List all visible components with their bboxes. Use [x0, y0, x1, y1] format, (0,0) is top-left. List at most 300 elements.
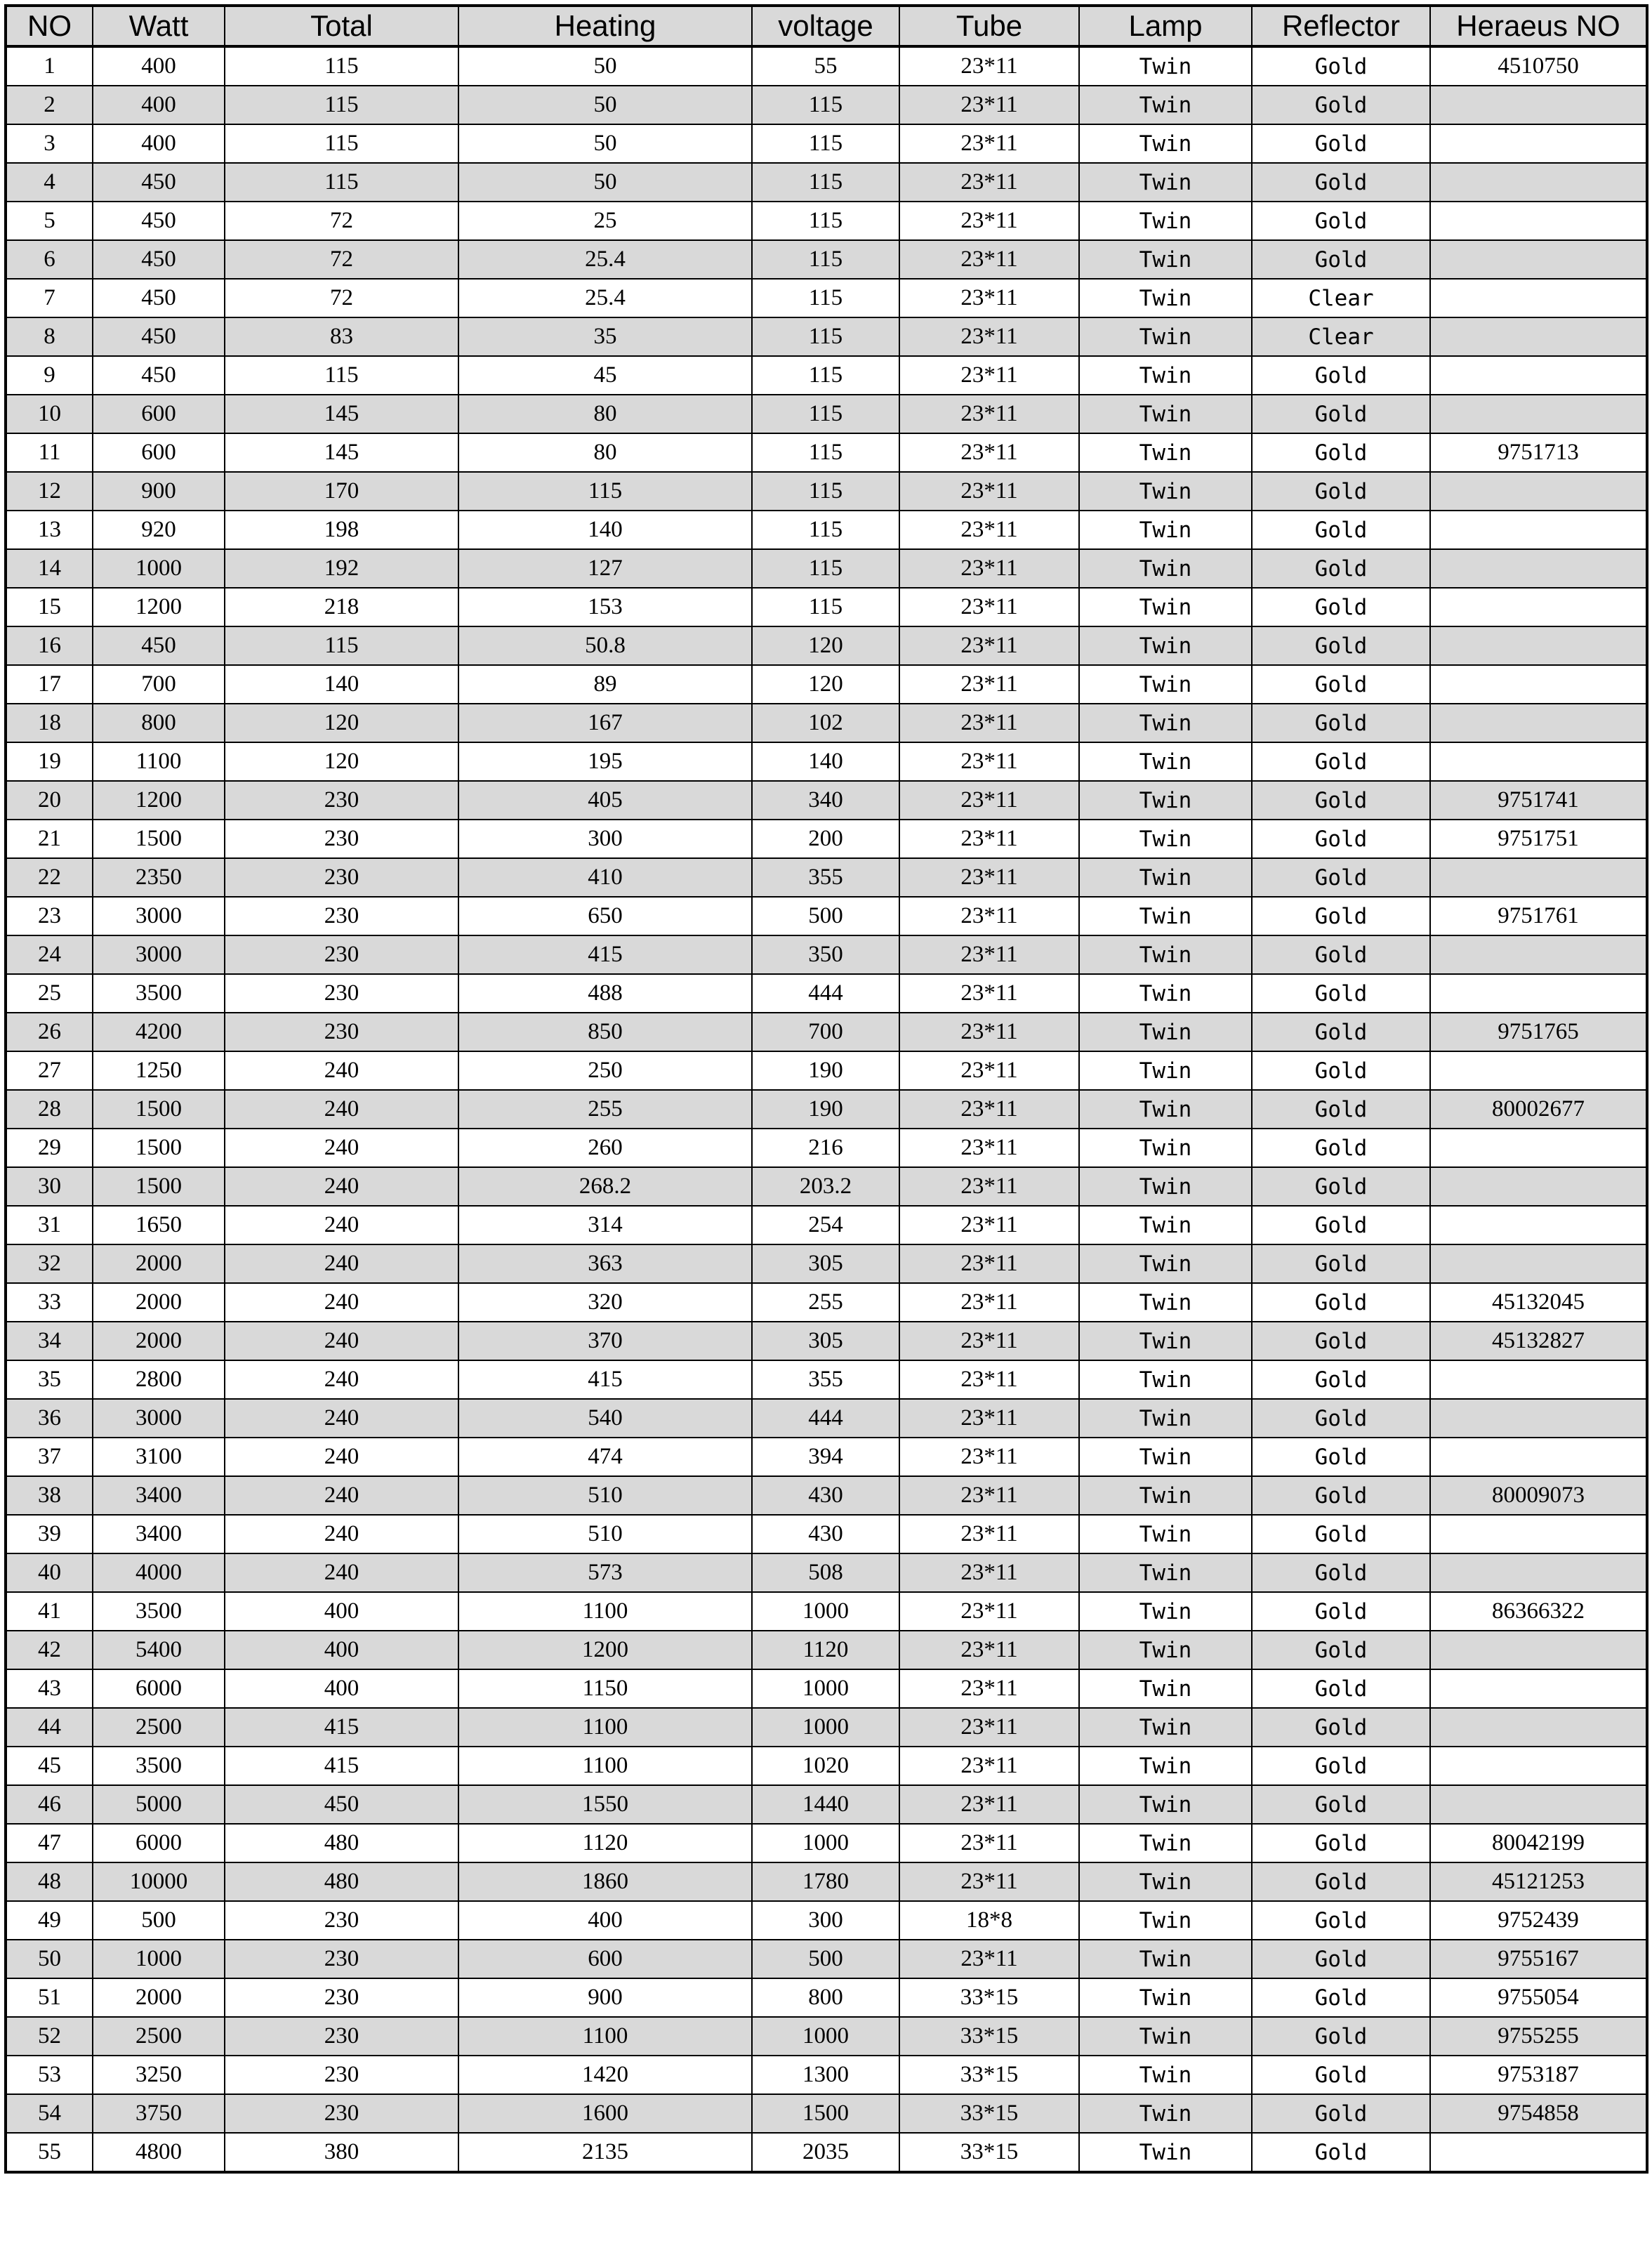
cell-watt: 600	[93, 433, 225, 472]
cell-total: 72	[225, 279, 458, 317]
cell-no: 22	[6, 858, 93, 897]
lamp-spec-table	[4, 4, 1648, 2174]
cell-tube: 23*11	[899, 1669, 1079, 1708]
cell-total: 170	[225, 472, 458, 511]
cell-lamp: Twin	[1079, 1129, 1252, 1167]
cell-reflector: Gold	[1252, 1515, 1430, 1553]
cell-no: 42	[6, 1631, 93, 1669]
cell-lamp: Twin	[1079, 2056, 1252, 2094]
table-row	[6, 1631, 1647, 1669]
table-row	[6, 626, 1647, 665]
table-row	[6, 395, 1647, 433]
cell-lamp: Twin	[1079, 1476, 1252, 1515]
header-no: NO	[6, 6, 93, 46]
table-row	[6, 1901, 1647, 1940]
cell-tube: 23*11	[899, 46, 1079, 86]
cell-total: 240	[225, 1476, 458, 1515]
cell-total: 72	[225, 202, 458, 240]
cell-watt: 2000	[93, 1244, 225, 1283]
cell-lamp: Twin	[1079, 317, 1252, 356]
table-row	[6, 665, 1647, 704]
cell-no: 20	[6, 781, 93, 820]
cell-reflector: Gold	[1252, 240, 1430, 279]
cell-heating: 50	[458, 163, 752, 202]
cell-no: 53	[6, 2056, 93, 2094]
cell-heating: 600	[458, 1940, 752, 1978]
cell-heating: 2135	[458, 2133, 752, 2172]
cell-voltage: 2035	[752, 2133, 899, 2172]
cell-total: 230	[225, 974, 458, 1013]
cell-heraeus-no	[1430, 1206, 1647, 1244]
cell-watt: 6000	[93, 1669, 225, 1708]
cell-watt: 920	[93, 511, 225, 549]
cell-voltage: 305	[752, 1244, 899, 1283]
header-heraeus-no: Heraeus NO	[1430, 6, 1647, 46]
cell-reflector: Gold	[1252, 781, 1430, 820]
cell-heating: 363	[458, 1244, 752, 1283]
cell-no: 44	[6, 1708, 93, 1747]
cell-tube: 23*11	[899, 472, 1079, 511]
cell-lamp: Twin	[1079, 704, 1252, 742]
cell-heating: 410	[458, 858, 752, 897]
table-row	[6, 1244, 1647, 1283]
cell-voltage: 255	[752, 1283, 899, 1322]
cell-tube: 23*11	[899, 1322, 1079, 1360]
cell-heraeus-no	[1430, 974, 1647, 1013]
cell-tube: 23*11	[899, 1399, 1079, 1438]
cell-heraeus-no	[1430, 1129, 1647, 1167]
cell-no: 36	[6, 1399, 93, 1438]
cell-total: 230	[225, 2094, 458, 2133]
cell-tube: 23*11	[899, 356, 1079, 395]
cell-total: 115	[225, 626, 458, 665]
cell-reflector: Gold	[1252, 1360, 1430, 1399]
table-row	[6, 472, 1647, 511]
table-row	[6, 433, 1647, 472]
cell-no: 24	[6, 935, 93, 974]
cell-reflector: Gold	[1252, 356, 1430, 395]
cell-lamp: Twin	[1079, 124, 1252, 163]
table-row	[6, 1940, 1647, 1978]
cell-lamp: Twin	[1079, 588, 1252, 626]
cell-tube: 23*11	[899, 1592, 1079, 1631]
cell-total: 115	[225, 86, 458, 124]
cell-voltage: 120	[752, 665, 899, 704]
cell-total: 415	[225, 1708, 458, 1747]
cell-voltage: 300	[752, 1901, 899, 1940]
cell-voltage: 1780	[752, 1862, 899, 1901]
cell-watt: 3750	[93, 2094, 225, 2133]
cell-heraeus-no	[1430, 1631, 1647, 1669]
cell-no: 16	[6, 626, 93, 665]
cell-reflector: Gold	[1252, 1785, 1430, 1824]
cell-no: 3	[6, 124, 93, 163]
cell-lamp: Twin	[1079, 1515, 1252, 1553]
cell-heating: 415	[458, 935, 752, 974]
cell-reflector: Gold	[1252, 1631, 1430, 1669]
cell-no: 38	[6, 1476, 93, 1515]
table-row	[6, 820, 1647, 858]
cell-reflector: Gold	[1252, 858, 1430, 897]
cell-heating: 314	[458, 1206, 752, 1244]
cell-total: 400	[225, 1592, 458, 1631]
cell-total: 240	[225, 1244, 458, 1283]
cell-no: 18	[6, 704, 93, 742]
cell-watt: 10000	[93, 1862, 225, 1901]
table-row	[6, 1862, 1647, 1901]
cell-reflector: Gold	[1252, 704, 1430, 742]
cell-reflector: Gold	[1252, 2056, 1430, 2094]
cell-no: 5	[6, 202, 93, 240]
cell-no: 45	[6, 1747, 93, 1785]
cell-lamp: Twin	[1079, 1013, 1252, 1051]
cell-watt: 400	[93, 124, 225, 163]
cell-watt: 3500	[93, 1592, 225, 1631]
table-row	[6, 1978, 1647, 2017]
cell-total: 115	[225, 124, 458, 163]
cell-voltage: 1000	[752, 1708, 899, 1747]
cell-watt: 1000	[93, 549, 225, 588]
cell-reflector: Gold	[1252, 1553, 1430, 1592]
cell-voltage: 350	[752, 935, 899, 974]
table-row	[6, 163, 1647, 202]
cell-reflector: Gold	[1252, 549, 1430, 588]
cell-tube: 23*11	[899, 279, 1079, 317]
cell-no: 17	[6, 665, 93, 704]
cell-total: 230	[225, 2056, 458, 2094]
cell-total: 192	[225, 549, 458, 588]
cell-voltage: 115	[752, 588, 899, 626]
cell-heraeus-no	[1430, 356, 1647, 395]
cell-total: 145	[225, 395, 458, 433]
cell-total: 140	[225, 665, 458, 704]
cell-heraeus-no	[1430, 472, 1647, 511]
cell-voltage: 216	[752, 1129, 899, 1167]
cell-total: 240	[225, 1515, 458, 1553]
cell-watt: 1200	[93, 588, 225, 626]
cell-tube: 23*11	[899, 1090, 1079, 1129]
cell-lamp: Twin	[1079, 549, 1252, 588]
cell-heating: 250	[458, 1051, 752, 1090]
cell-reflector: Gold	[1252, 665, 1430, 704]
cell-watt: 800	[93, 704, 225, 742]
cell-no: 23	[6, 897, 93, 935]
cell-heraeus-no	[1430, 1747, 1647, 1785]
cell-total: 230	[225, 935, 458, 974]
cell-heraeus-no	[1430, 1167, 1647, 1206]
table-row	[6, 1476, 1647, 1515]
cell-total: 380	[225, 2133, 458, 2172]
cell-no: 11	[6, 433, 93, 472]
cell-heraeus-no	[1430, 395, 1647, 433]
cell-tube: 23*11	[899, 1013, 1079, 1051]
cell-heraeus-no	[1430, 742, 1647, 781]
header-voltage: voltage	[752, 6, 899, 46]
cell-heraeus-no	[1430, 511, 1647, 549]
cell-lamp: Twin	[1079, 626, 1252, 665]
table-row	[6, 549, 1647, 588]
cell-watt: 4800	[93, 2133, 225, 2172]
cell-voltage: 500	[752, 897, 899, 935]
cell-tube: 23*11	[899, 1708, 1079, 1747]
cell-tube: 23*11	[899, 549, 1079, 588]
cell-watt: 450	[93, 317, 225, 356]
cell-total: 115	[225, 163, 458, 202]
cell-watt: 450	[93, 240, 225, 279]
cell-voltage: 200	[752, 820, 899, 858]
cell-watt: 900	[93, 472, 225, 511]
table-row	[6, 1013, 1647, 1051]
table-row	[6, 935, 1647, 974]
cell-watt: 1500	[93, 820, 225, 858]
cell-lamp: Twin	[1079, 2094, 1252, 2133]
cell-heraeus-no: 9751741	[1430, 781, 1647, 820]
cell-watt: 2500	[93, 1708, 225, 1747]
cell-lamp: Twin	[1079, 1244, 1252, 1283]
cell-reflector: Gold	[1252, 472, 1430, 511]
header-row	[6, 6, 1647, 46]
cell-reflector: Gold	[1252, 163, 1430, 202]
cell-lamp: Twin	[1079, 1283, 1252, 1322]
cell-watt: 1500	[93, 1129, 225, 1167]
cell-watt: 3000	[93, 935, 225, 974]
cell-heraeus-no	[1430, 202, 1647, 240]
cell-lamp: Twin	[1079, 1167, 1252, 1206]
cell-watt: 500	[93, 1901, 225, 1940]
cell-tube: 23*11	[899, 1244, 1079, 1283]
cell-no: 34	[6, 1322, 93, 1360]
table-row	[6, 588, 1647, 626]
cell-lamp: Twin	[1079, 1862, 1252, 1901]
cell-heating: 405	[458, 781, 752, 820]
table-row	[6, 742, 1647, 781]
cell-total: 240	[225, 1129, 458, 1167]
cell-heating: 153	[458, 588, 752, 626]
table-row	[6, 202, 1647, 240]
cell-voltage: 115	[752, 163, 899, 202]
cell-no: 2	[6, 86, 93, 124]
cell-total: 230	[225, 858, 458, 897]
cell-tube: 23*11	[899, 1747, 1079, 1785]
cell-no: 29	[6, 1129, 93, 1167]
cell-tube: 23*11	[899, 1438, 1079, 1476]
cell-heraeus-no: 9751765	[1430, 1013, 1647, 1051]
cell-reflector: Gold	[1252, 742, 1430, 781]
cell-heating: 400	[458, 1901, 752, 1940]
cell-watt: 400	[93, 46, 225, 86]
cell-total: 120	[225, 742, 458, 781]
cell-watt: 3250	[93, 2056, 225, 2094]
cell-watt: 1500	[93, 1090, 225, 1129]
cell-heraeus-no	[1430, 279, 1647, 317]
table-row	[6, 1167, 1647, 1206]
cell-heraeus-no	[1430, 1553, 1647, 1592]
cell-lamp: Twin	[1079, 202, 1252, 240]
cell-no: 39	[6, 1515, 93, 1553]
cell-total: 480	[225, 1824, 458, 1862]
cell-reflector: Gold	[1252, 1090, 1430, 1129]
cell-tube: 23*11	[899, 1051, 1079, 1090]
cell-total: 450	[225, 1785, 458, 1824]
cell-heating: 1150	[458, 1669, 752, 1708]
cell-heating: 300	[458, 820, 752, 858]
cell-heraeus-no: 80009073	[1430, 1476, 1647, 1515]
cell-reflector: Gold	[1252, 1978, 1430, 2017]
cell-tube: 23*11	[899, 511, 1079, 549]
table-row	[6, 2133, 1647, 2172]
cell-reflector: Gold	[1252, 974, 1430, 1013]
cell-voltage: 305	[752, 1322, 899, 1360]
cell-voltage: 115	[752, 356, 899, 395]
cell-total: 218	[225, 588, 458, 626]
table-row	[6, 1592, 1647, 1631]
cell-lamp: Twin	[1079, 1322, 1252, 1360]
cell-tube: 33*15	[899, 2017, 1079, 2056]
cell-no: 1	[6, 46, 93, 86]
cell-tube: 23*11	[899, 317, 1079, 356]
cell-tube: 23*11	[899, 665, 1079, 704]
cell-reflector: Gold	[1252, 1862, 1430, 1901]
cell-voltage: 394	[752, 1438, 899, 1476]
table-row	[6, 124, 1647, 163]
cell-heating: 573	[458, 1553, 752, 1592]
cell-total: 240	[225, 1553, 458, 1592]
table-row	[6, 1824, 1647, 1862]
cell-tube: 18*8	[899, 1901, 1079, 1940]
cell-voltage: 500	[752, 1940, 899, 1978]
table-row	[6, 1051, 1647, 1090]
cell-no: 31	[6, 1206, 93, 1244]
cell-lamp: Twin	[1079, 2133, 1252, 2172]
cell-reflector: Gold	[1252, 897, 1430, 935]
cell-heraeus-no	[1430, 704, 1647, 742]
cell-reflector: Gold	[1252, 1940, 1430, 1978]
cell-tube: 23*11	[899, 742, 1079, 781]
cell-lamp: Twin	[1079, 742, 1252, 781]
cell-reflector: Clear	[1252, 317, 1430, 356]
cell-voltage: 115	[752, 317, 899, 356]
table-row	[6, 1669, 1647, 1708]
cell-heraeus-no	[1430, 1669, 1647, 1708]
cell-no: 52	[6, 2017, 93, 2056]
cell-no: 41	[6, 1592, 93, 1631]
cell-watt: 3000	[93, 1399, 225, 1438]
cell-watt: 2800	[93, 1360, 225, 1399]
table-row	[6, 86, 1647, 124]
cell-reflector: Gold	[1252, 1051, 1430, 1090]
cell-heating: 127	[458, 549, 752, 588]
cell-heraeus-no: 9752439	[1430, 1901, 1647, 1940]
cell-voltage: 1000	[752, 1824, 899, 1862]
cell-heating: 268.2	[458, 1167, 752, 1206]
cell-total: 115	[225, 356, 458, 395]
cell-voltage: 444	[752, 974, 899, 1013]
cell-watt: 450	[93, 626, 225, 665]
cell-voltage: 1120	[752, 1631, 899, 1669]
cell-no: 54	[6, 2094, 93, 2133]
cell-heraeus-no	[1430, 1244, 1647, 1283]
cell-voltage: 115	[752, 240, 899, 279]
cell-heraeus-no	[1430, 1515, 1647, 1553]
cell-tube: 23*11	[899, 1206, 1079, 1244]
cell-tube: 23*11	[899, 935, 1079, 974]
cell-heraeus-no	[1430, 1785, 1647, 1824]
cell-reflector: Gold	[1252, 2094, 1430, 2133]
cell-watt: 2350	[93, 858, 225, 897]
cell-heating: 1600	[458, 2094, 752, 2133]
cell-reflector: Gold	[1252, 588, 1430, 626]
cell-reflector: Gold	[1252, 1476, 1430, 1515]
cell-watt: 6000	[93, 1824, 225, 1862]
cell-heraeus-no	[1430, 1708, 1647, 1747]
cell-heraeus-no: 86366322	[1430, 1592, 1647, 1631]
cell-no: 26	[6, 1013, 93, 1051]
cell-total: 400	[225, 1669, 458, 1708]
header-reflector: Reflector	[1252, 6, 1430, 46]
cell-heraeus-no	[1430, 1399, 1647, 1438]
cell-lamp: Twin	[1079, 356, 1252, 395]
cell-reflector: Gold	[1252, 1129, 1430, 1167]
cell-reflector: Gold	[1252, 935, 1430, 974]
cell-watt: 4000	[93, 1553, 225, 1592]
cell-heating: 255	[458, 1090, 752, 1129]
cell-lamp: Twin	[1079, 1360, 1252, 1399]
cell-heraeus-no	[1430, 124, 1647, 163]
cell-heraeus-no	[1430, 240, 1647, 279]
cell-tube: 23*11	[899, 1283, 1079, 1322]
cell-tube: 23*11	[899, 1862, 1079, 1901]
cell-heraeus-no	[1430, 665, 1647, 704]
cell-reflector: Gold	[1252, 820, 1430, 858]
cell-heating: 415	[458, 1360, 752, 1399]
cell-lamp: Twin	[1079, 395, 1252, 433]
cell-heating: 45	[458, 356, 752, 395]
cell-no: 27	[6, 1051, 93, 1090]
cell-voltage: 340	[752, 781, 899, 820]
table-row	[6, 511, 1647, 549]
cell-lamp: Twin	[1079, 163, 1252, 202]
cell-lamp: Twin	[1079, 433, 1252, 472]
cell-lamp: Twin	[1079, 1090, 1252, 1129]
table-row	[6, 46, 1647, 86]
cell-tube: 23*11	[899, 626, 1079, 665]
cell-heating: 1100	[458, 1747, 752, 1785]
cell-tube: 23*11	[899, 1553, 1079, 1592]
cell-heraeus-no	[1430, 1360, 1647, 1399]
cell-tube: 23*11	[899, 1129, 1079, 1167]
cell-tube: 23*11	[899, 240, 1079, 279]
cell-total: 120	[225, 704, 458, 742]
cell-tube: 23*11	[899, 820, 1079, 858]
cell-heraeus-no: 80042199	[1430, 1824, 1647, 1862]
table-row	[6, 2094, 1647, 2133]
cell-heraeus-no	[1430, 317, 1647, 356]
cell-reflector: Gold	[1252, 46, 1430, 86]
cell-heating: 1420	[458, 2056, 752, 2094]
table-row	[6, 1206, 1647, 1244]
cell-heraeus-no: 9751751	[1430, 820, 1647, 858]
cell-tube: 23*11	[899, 202, 1079, 240]
cell-voltage: 355	[752, 858, 899, 897]
cell-heraeus-no	[1430, 1051, 1647, 1090]
cell-reflector: Gold	[1252, 1206, 1430, 1244]
cell-watt: 1250	[93, 1051, 225, 1090]
cell-voltage: 115	[752, 395, 899, 433]
table-row	[6, 317, 1647, 356]
cell-heating: 80	[458, 395, 752, 433]
cell-total: 230	[225, 1978, 458, 2017]
cell-total: 480	[225, 1862, 458, 1901]
